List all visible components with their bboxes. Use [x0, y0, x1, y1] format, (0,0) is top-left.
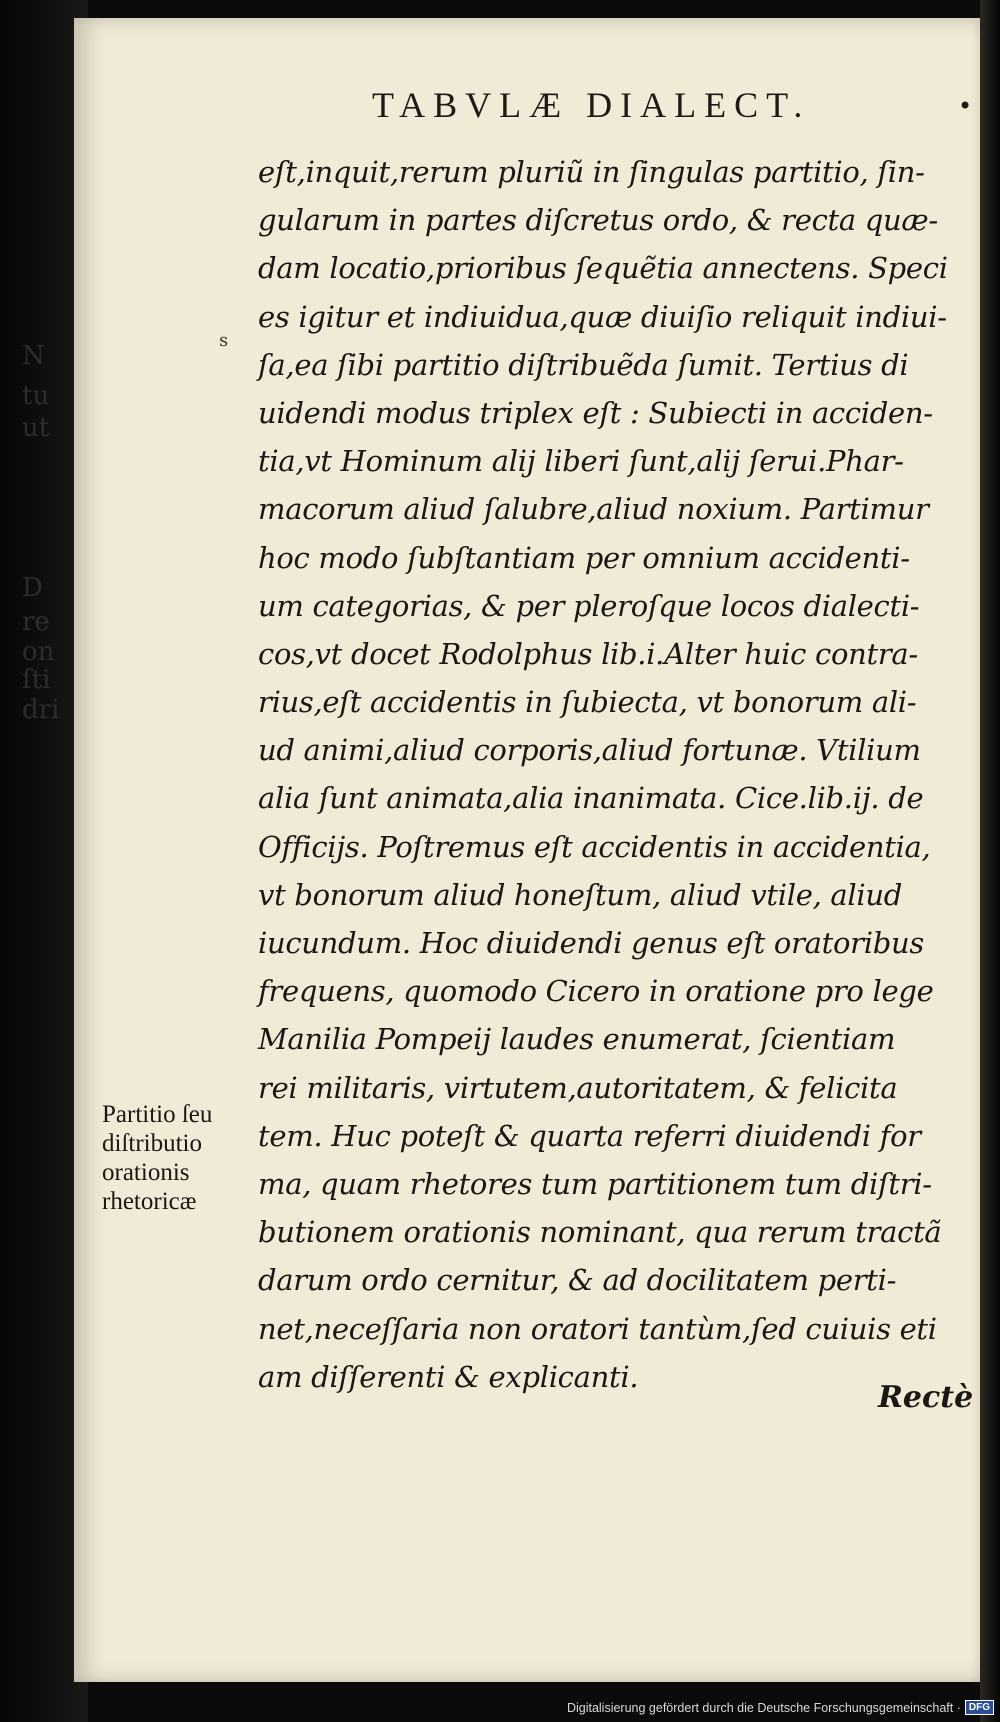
body-line: ſa,ea ſibi partitio diſtribuẽda ſumit. Tertius di [258, 347, 909, 382]
stray-ink-mark: s [219, 330, 229, 351]
body-line: net,neceſſaria non oratori tantùm,ſed cuiuis eti [258, 1311, 937, 1346]
page-corner-mark: • [958, 92, 973, 120]
body-line: uidendi modus triplex eſt : Subiecti in acciden- [258, 395, 933, 430]
margin-note [102, 1100, 252, 1216]
body-line: vt bonorum aliud honeſtum, aliud vtile, aliud [258, 877, 903, 912]
body-line: frequens, quomodo Cicero in oratione pro lege [258, 974, 934, 1009]
footer-credit-text: Digitalisierung gefördert durch die Deutsche Forschungsgemeinschaft · [566, 1700, 961, 1715]
catchword: Rectè [878, 1380, 974, 1415]
body-line: iucundum. Hoc diuidendi genus eſt oratoribus [258, 926, 924, 960]
page-header: TABVLÆ DIALECT. [372, 85, 811, 125]
body-line: alia ſunt animata,alia inanimata. Cice.lib.ij. de [258, 781, 924, 816]
body-line: cos,vt docet Rodolphus lib.i.Alter huic contra- [258, 636, 918, 671]
digitization-footer [567, 1700, 994, 1715]
right-edge-shadow [980, 0, 1000, 1722]
margin-note-line: rhetoricæ [102, 1188, 197, 1215]
body-line: gularum in partes diſcretus ordo, & recta quæ- [258, 203, 938, 238]
body-line: ud animi,aliud corporis,aliud fortunæ. Vtilium [258, 733, 921, 768]
body-line: butionem orationis nominant, qua rerum tractã [258, 1215, 942, 1250]
body-line: es igitur et indiuidua,quæ diuiſio reliquit indiui- [258, 299, 947, 334]
left-bleed-text-2: tu [22, 381, 50, 411]
margin-note-line: diſtributio [102, 1130, 202, 1157]
body-line: eſt,inquit,rerum pluriũ in ſingulas partitio, ſin- [258, 155, 925, 189]
body-line: darum ordo cernitur, & ad docilitatem perti- [258, 1263, 897, 1298]
body-line: Manilia Pompeij laudes enumerat, ſcientiam [258, 1022, 896, 1057]
body-line: macorum aliud ſalubre,aliud noxium. Partimur [258, 492, 929, 527]
body-text-block [258, 148, 958, 1401]
left-bleed-text-3: ut [22, 413, 50, 443]
body-line: tia,vt Hominum alij liberi ſunt,alij ſerui.Phar- [258, 444, 904, 479]
left-bleed-text-1: N [22, 341, 45, 371]
margin-note-line: Partitio ſeu [102, 1101, 213, 1128]
body-line: dam locatio,prioribus ſequẽtia annectens. Speci [258, 251, 948, 286]
left-bleed-text-6: on [22, 637, 55, 667]
body-line: am diſſerenti & explicanti. [258, 1359, 639, 1394]
body-line: Officijs. Poſtremus eſt accidentis in accidentia, [258, 829, 931, 864]
body-line: ma, quam rhetores tum partitionem tum diſtri- [258, 1166, 932, 1201]
body-line: hoc modo ſubſtantiam per omnium accidenti- [258, 540, 910, 575]
left-bleed-text-7: ſti [22, 665, 51, 695]
body-line: rei militaris, virtutem,autoritatem, & felicita [258, 1070, 898, 1105]
left-bleed-text-8: dri [22, 695, 60, 725]
margin-note-line: orationis [102, 1159, 190, 1186]
left-bleed-text-4: D [22, 573, 43, 603]
dfg-logo-icon: DFG [965, 1700, 994, 1715]
body-line: tem. Huc poteſt & quarta referri diuidendi for [258, 1118, 921, 1153]
left-bleed-text-5: re [22, 607, 50, 637]
body-line: rius,eſt accidentis in ſubiecta, vt bonorum ali- [258, 685, 917, 720]
body-line: um categorias, & per pleroſque locos dialecti- [258, 588, 920, 623]
